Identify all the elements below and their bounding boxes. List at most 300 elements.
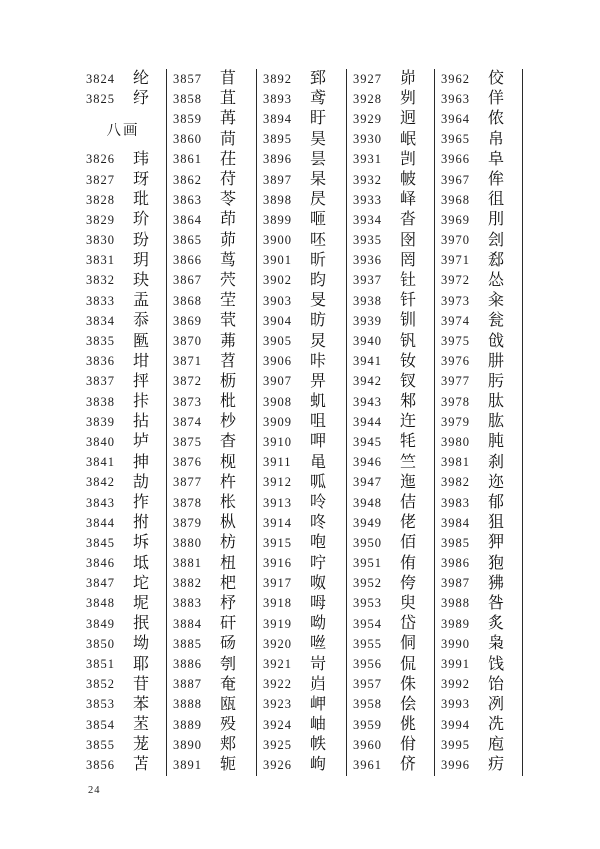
entry-character: 佯 [488,90,505,108]
entry-number: 3934 [353,212,382,227]
table-row [435,432,522,452]
entry-number: 3992 [441,677,470,692]
entry-number: 3847 [86,576,115,591]
table-row [435,554,522,574]
entry-number: 3902 [263,273,292,288]
entry-number: 3939 [353,313,382,328]
entry-number: 3967 [441,172,470,187]
entry-number: 3991 [441,657,470,672]
entry-number: 3958 [353,697,382,712]
table-row [167,755,256,775]
entry-character: 迥 [400,110,417,128]
entry-character: 迩 [488,473,505,491]
entry-number: 3896 [263,152,292,167]
entry-character: 苘 [220,130,237,148]
entry-number: 3978 [441,394,470,409]
entry-number: 3898 [263,192,292,207]
table-row [435,331,522,351]
entry-number: 3877 [173,475,202,490]
entry-number: 3922 [263,677,292,692]
table-row [80,311,166,331]
entry-number: 3906 [263,354,292,369]
table-row [257,594,346,614]
entry-number: 3848 [86,596,115,611]
entry-number: 3979 [441,414,470,429]
entry-character: 拃 [133,494,150,512]
entry-number: 3985 [441,535,470,550]
table-row [257,432,346,452]
table-row [167,533,256,553]
table-row [167,715,256,735]
table-row [80,473,166,493]
entry-character: 饴 [488,675,505,693]
entry-character: 咀 [310,413,327,431]
entry-character: 刽 [488,231,505,249]
entry-number: 3839 [86,414,115,429]
entry-character: 剀 [400,150,417,168]
table-row [167,392,256,412]
entry-character: 肱 [488,413,505,431]
table-row [167,594,256,614]
entry-character: 庖 [488,736,505,754]
entry-character: 咔 [310,352,327,370]
entry-number: 3910 [263,434,292,449]
table-row [167,210,256,230]
table-row [167,513,256,533]
entry-character: 炙 [488,615,505,633]
entry-number: 3901 [263,253,292,268]
table-row [347,634,434,654]
entry-character: 玭 [133,191,150,209]
entry-character: 匦 [133,332,150,350]
table-row [167,412,256,432]
entry-character: 侩 [400,695,417,713]
entry-character: 苴 [220,90,237,108]
entry-character: 肫 [488,433,505,451]
entry-number: 3988 [441,596,470,611]
table-row [257,130,346,150]
table-row [167,473,256,493]
entry-character: 囹 [400,231,417,249]
entry-number: 3977 [441,374,470,389]
entry-number: 3880 [173,535,202,550]
entry-number: 3919 [263,616,292,631]
entry-number: 3824 [86,71,115,86]
table-row [80,432,166,452]
entry-number: 3918 [263,596,292,611]
entry-number: 3951 [353,556,382,571]
entry-number: 3956 [353,657,382,672]
table-row [167,574,256,594]
table-row [257,331,346,351]
entry-character: 狒 [488,574,505,592]
entry-number: 3893 [263,91,292,106]
table-row [347,231,434,251]
entry-character: 拊 [133,514,150,532]
entry-character: 坭 [133,594,150,612]
table-row [257,675,346,695]
entry-character: 肼 [488,352,505,370]
entry-number: 3829 [86,212,115,227]
entry-character: 畀 [310,372,327,390]
entry-character: 钒 [400,332,417,350]
entry-character: 竺 [400,453,417,471]
table-row [80,412,166,432]
table-row [80,453,166,473]
entry-character: 罔 [400,251,417,269]
entry-character: 钕 [400,352,417,370]
table-row [347,251,434,271]
entry-character: 玠 [133,211,150,229]
entry-character: 杳 [220,433,237,451]
table-row [435,755,522,775]
entry-character: 昊 [310,130,327,148]
entry-character: 佬 [400,514,417,532]
entry-character: 佼 [488,70,505,88]
entry-character: 佰 [400,534,417,552]
table-row [347,210,434,230]
entry-number: 3916 [263,556,292,571]
entry-number: 3994 [441,717,470,732]
entry-number: 3903 [263,293,292,308]
table-row [435,412,522,432]
table-row [435,311,522,331]
entry-character: 侗 [400,635,417,653]
entry-number: 3907 [263,374,292,389]
table-row [80,372,166,392]
table-row [347,271,434,291]
entry-number: 3859 [173,111,202,126]
entry-character: 肟 [488,372,505,390]
entry-number: 3870 [173,334,202,349]
index-column-5 [435,69,523,776]
table-row [435,513,522,533]
entry-character: 郏 [220,736,237,754]
entry-character: 杵 [220,473,237,491]
entry-character: 殁 [220,716,237,734]
entry-character: 盱 [310,110,327,128]
entry-number: 3840 [86,434,115,449]
entry-character: 苯 [133,695,150,713]
table-row [347,755,434,775]
table-row [167,69,256,89]
entry-number: 3857 [173,71,202,86]
entry-number: 3935 [353,233,382,248]
entry-character: 冽 [488,695,505,713]
entry-number: 3861 [173,152,202,167]
table-row [435,634,522,654]
entry-character: 刿 [400,90,417,108]
entry-number: 3950 [353,535,382,550]
table-row [257,574,346,594]
entry-number: 3989 [441,616,470,631]
table-row [80,271,166,291]
entry-character: 侉 [400,574,417,592]
table-row [347,190,434,210]
entry-character: 牦 [400,433,417,451]
table-row [80,675,166,695]
entry-character: 咆 [310,534,327,552]
entry-number: 3975 [441,334,470,349]
entry-character: 咎 [488,594,505,612]
entry-character: 帔 [400,171,417,189]
table-row [435,735,522,755]
table-row [167,634,256,654]
entry-number: 3904 [263,313,292,328]
entry-character: 枋 [220,534,237,552]
entry-number: 3987 [441,576,470,591]
table-row [167,150,256,170]
entry-number: 3858 [173,91,202,106]
entry-number: 3986 [441,556,470,571]
entry-character: 苷 [133,675,150,693]
index-column-1 [80,69,167,776]
table-row [257,109,346,129]
entry-number: 3942 [353,374,382,389]
entry-number: 3883 [173,596,202,611]
entry-character: 苒 [220,110,237,128]
entry-number: 3944 [353,414,382,429]
entry-number: 3868 [173,293,202,308]
table-row [80,614,166,634]
entry-number: 3842 [86,475,115,490]
table-row [347,311,434,331]
entry-character: 茓 [220,271,237,289]
table-row [435,89,522,109]
entry-number: 3924 [263,717,292,732]
table-row [347,392,434,412]
entry-character: 峁 [400,70,417,88]
entry-number: 3841 [86,455,115,470]
entry-number: 3892 [263,71,292,86]
entry-character: 鸢 [310,90,327,108]
entry-number: 3915 [263,535,292,550]
entry-character: 杷 [220,574,237,592]
entry-number: 3863 [173,192,202,207]
index-column-4 [347,69,435,776]
entry-character: 侃 [400,655,417,673]
entry-character: 坨 [133,574,150,592]
entry-number: 3971 [441,253,470,268]
entry-number: 3928 [353,91,382,106]
entry-character: 虮 [310,393,327,411]
entry-character: 苫 [133,756,150,774]
entry-number: 3905 [263,334,292,349]
entry-character: 苓 [220,191,237,209]
entry-character: 茌 [220,150,237,168]
entry-number: 3990 [441,636,470,651]
table-row [167,271,256,291]
table-row [347,170,434,190]
entry-number: 3888 [173,697,202,712]
table-row [435,271,522,291]
table-row [435,352,522,372]
table-row [347,695,434,715]
table-row [347,432,434,452]
entry-number: 3920 [263,636,292,651]
entry-character: 玢 [133,231,150,249]
table-row [435,594,522,614]
entry-number: 3974 [441,313,470,328]
entry-number: 3936 [353,253,382,268]
table-row [435,574,522,594]
entry-number: 3954 [353,616,382,631]
entry-number: 3963 [441,91,470,106]
entry-character: 岢 [310,655,327,673]
entry-character: 拈 [133,413,150,431]
table-row [257,311,346,331]
entry-number: 3832 [86,273,115,288]
entry-number: 3948 [353,495,382,510]
entry-character: 狙 [488,514,505,532]
entry-character: 刹 [488,453,505,471]
table-row [435,533,522,553]
table-row [435,695,522,715]
table-row [257,170,346,190]
entry-number: 3866 [173,253,202,268]
table-row [80,150,166,170]
entry-number: 3850 [86,636,115,651]
entry-number: 3865 [173,233,202,248]
entry-number: 3891 [173,757,202,772]
entry-character: 昃 [310,191,327,209]
entry-number: 3947 [353,475,382,490]
table-row [257,453,346,473]
table-row [257,735,346,755]
entry-character: 苤 [133,716,150,734]
entry-number: 3860 [173,132,202,147]
table-row [80,594,166,614]
table-row [347,130,434,150]
table-row [347,150,434,170]
table-row [80,634,166,654]
entry-character: 杼 [220,594,237,612]
entry-number: 3972 [441,273,470,288]
entry-character: 枧 [220,453,237,471]
entry-character: 饯 [488,655,505,673]
entry-number: 3959 [353,717,382,732]
entry-number: 3825 [86,91,115,106]
entry-character: 侔 [488,171,505,189]
entry-character: 岷 [400,130,417,148]
entry-number: 3937 [353,273,382,288]
entry-character: 昀 [310,271,327,289]
table-row [435,372,522,392]
entry-character: 茔 [220,292,237,310]
entry-number: 3996 [441,757,470,772]
entry-character: 臾 [400,594,417,612]
entry-number: 3953 [353,596,382,611]
table-row [347,291,434,311]
table-row [167,372,256,392]
table-row [80,493,166,513]
entry-number: 3831 [86,253,115,268]
entry-character: 刖 [488,211,505,229]
table-row [167,170,256,190]
entry-character: 枇 [220,393,237,411]
entry-character: 纾 [133,90,150,108]
entry-number: 3894 [263,111,292,126]
table-row [257,695,346,715]
table-row [347,715,434,735]
entry-number: 3980 [441,434,470,449]
entry-number: 3917 [263,576,292,591]
table-row [347,513,434,533]
entry-number: 3941 [353,354,382,369]
table-row [167,554,256,574]
entry-character: 肽 [488,393,505,411]
entry-character: 刳 [220,655,237,673]
entry-number: 3945 [353,434,382,449]
table-row [80,574,166,594]
entry-character: 呦 [310,615,327,633]
table-row [257,614,346,634]
entry-number: 3932 [353,172,382,187]
entry-number: 3838 [86,394,115,409]
entry-character: 坼 [133,534,150,552]
entry-character: 茕 [220,312,237,330]
entry-character: 玡 [133,171,150,189]
entry-character: 怂 [488,271,505,289]
entry-number: 3897 [263,172,292,187]
entry-number: 3969 [441,212,470,227]
entry-character: 钍 [400,271,417,289]
entry-character: 枭 [488,635,505,653]
entry-number: 3872 [173,374,202,389]
table-row [435,291,522,311]
entry-character: 耶 [133,655,150,673]
table-row [167,614,256,634]
entry-character: 玮 [133,150,150,168]
table-row [435,251,522,271]
table-row [80,231,166,251]
entry-character: 垆 [133,433,150,451]
table-row [347,614,434,634]
table-row [257,412,346,432]
entry-character: 岱 [400,615,417,633]
table-row [257,352,346,372]
entry-number: 3909 [263,414,292,429]
entry-character: 抨 [133,372,150,390]
entry-character: 侑 [400,554,417,572]
index-column-2 [167,69,257,776]
entry-character: 杲 [310,171,327,189]
table-row [347,574,434,594]
table-row [435,170,522,190]
entry-character: 呸 [310,231,327,249]
entry-character: 郅 [310,70,327,88]
entry-character: 岣 [310,756,327,774]
entry-number: 3943 [353,394,382,409]
entry-character: 狍 [488,554,505,572]
table-row [257,654,346,674]
entry-number: 3846 [86,556,115,571]
entry-number: 3853 [86,697,115,712]
entry-number: 3900 [263,233,292,248]
entry-number: 3844 [86,515,115,530]
entry-number: 3946 [353,455,382,470]
table-row [167,493,256,513]
entry-number: 3965 [441,132,470,147]
entry-character: 茀 [220,332,237,350]
entry-number: 3885 [173,636,202,651]
table-row [257,271,346,291]
entry-character: 沓 [400,211,417,229]
table-row [435,150,522,170]
entry-character: 侏 [400,675,417,693]
entry-number: 3855 [86,737,115,752]
entry-character: 疠 [488,756,505,774]
